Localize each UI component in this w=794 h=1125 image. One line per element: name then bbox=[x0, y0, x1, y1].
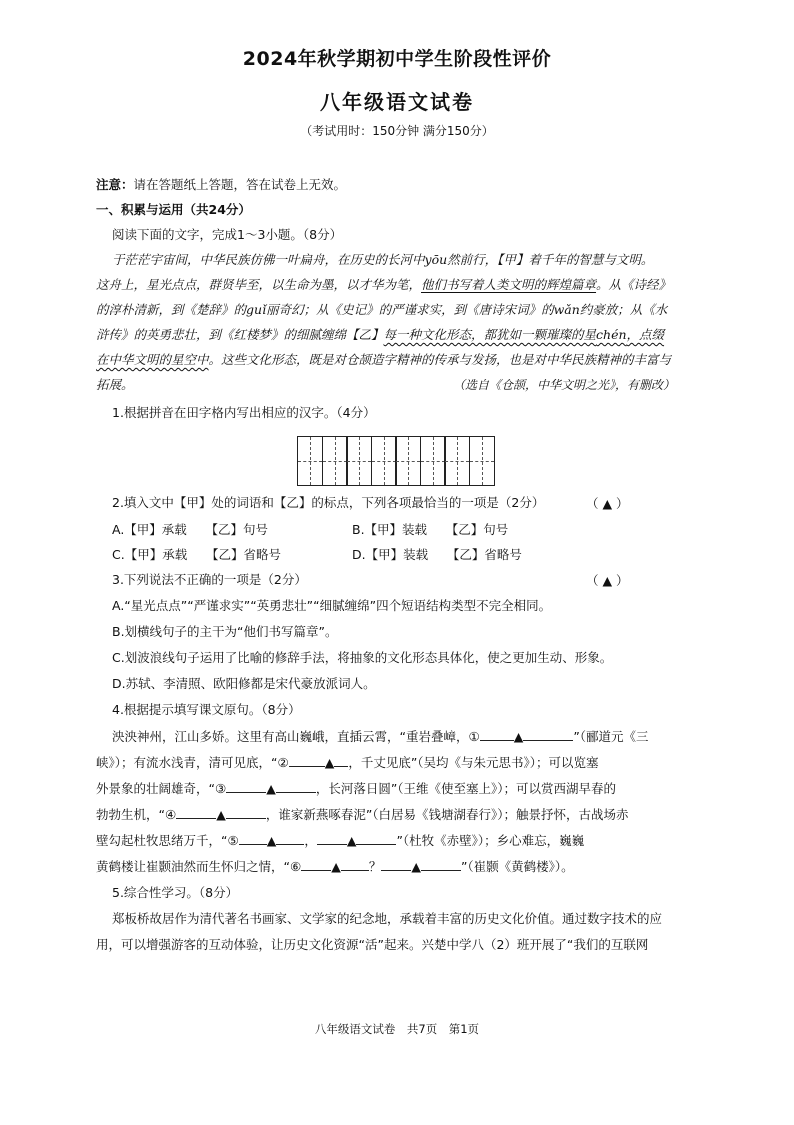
passage-line-4: 浒传》的英勇悲壮，到《红楼梦》的细腻缠绵【乙】每一种文化形态，都犹如一颗璀璨的星chén，点缀 bbox=[96, 327, 665, 342]
question-1: 1.根据拼音在田字格内写出相应的汉字。（4分） bbox=[112, 405, 376, 420]
q5-text-line-2: 用，可以增强游客的互动体验，让历史文化资源“活”起来。兴楚中学八（2）班开展了“我们的互联网 bbox=[96, 937, 649, 952]
question-3: 3.下列说法不正确的一项是（2分） bbox=[112, 572, 307, 587]
grid-cell-1a[interactable] bbox=[297, 436, 323, 486]
notice-label: 注意： bbox=[96, 177, 134, 192]
passage-source: （选自《仓颉，中华文明之光》，有删改） bbox=[453, 378, 676, 392]
wavy-sentence-part1: 每一种文化形态，都犹如一颗璀璨的星 bbox=[383, 327, 597, 342]
reading-intro: 阅读下面的文字，完成1～3小题。（8分） bbox=[112, 227, 343, 242]
notice-text: 请在答题纸上答题，答在试卷上无效。 bbox=[133, 177, 347, 192]
q2-option-a: A.【甲】承载 【乙】句号 bbox=[112, 522, 269, 537]
q3-option-b: B.划横线句子的主干为“他们书写篇章”。 bbox=[112, 624, 338, 639]
question-5: 5.综合性学习。（8分） bbox=[112, 885, 239, 900]
question-4: 4.根据提示填写课文原句。（8分） bbox=[112, 702, 301, 717]
q4-blank-6c[interactable] bbox=[381, 857, 411, 871]
grid-cell-2a[interactable] bbox=[346, 436, 372, 486]
q5-text-line-1: 郑板桥故居作为清代著名书画家、文学家的纪念地，承载着丰富的历史文化价值。通过数字技术的应 bbox=[112, 911, 663, 926]
q2-option-d: D.【甲】装载 【乙】省略号 bbox=[352, 547, 522, 562]
exam-info: （考试用时：150分钟 满分150分） bbox=[300, 124, 494, 138]
q3-option-c: C.划波浪线句子运用了比喻的修辞手法，将抽象的文化形态具体化，使之更加生动、形象。 bbox=[112, 650, 613, 665]
exam-title: 2024年秋学期初中学生阶段性评价 bbox=[242, 48, 552, 70]
q2-option-b: B.【甲】装载 【乙】句号 bbox=[352, 522, 509, 537]
grid-cell-3a[interactable] bbox=[395, 436, 421, 486]
answer-paren-q3[interactable]: （ ▲ ） bbox=[586, 573, 629, 588]
q4-blank-6b[interactable] bbox=[341, 857, 369, 871]
q4-blank-2a[interactable] bbox=[289, 753, 325, 767]
q4-blank-4a[interactable] bbox=[176, 805, 216, 819]
grid-cell-2b[interactable] bbox=[371, 436, 397, 486]
q4-blank-1b[interactable] bbox=[523, 727, 573, 741]
passage-line-3: 的淳朴清新，到《楚辞》的guǐ丽奇幻；从《史记》的严谨求实，到《唐诗宋词》的wǎn约豪放；从《水 bbox=[96, 302, 668, 317]
q4-line-6: 黄鹤楼让崔颢油然而生怀归之情，“⑥ ▲ ？ ▲ ”（崔颢《黄鹤楼》）。 bbox=[96, 859, 574, 874]
tianzige-grid[interactable] bbox=[297, 436, 493, 486]
q4-blank-5b[interactable] bbox=[276, 831, 304, 845]
grid-cell-3b[interactable] bbox=[420, 436, 446, 486]
q4-blank-4b[interactable] bbox=[226, 805, 266, 819]
passage-line-6: 拓展。 bbox=[96, 377, 134, 392]
q4-blank-3a[interactable] bbox=[226, 779, 266, 793]
q4-blank-6a[interactable] bbox=[301, 857, 331, 871]
q2-option-c: C.【甲】承载 【乙】省略号 bbox=[112, 547, 281, 562]
q4-blank-2b[interactable] bbox=[334, 753, 348, 767]
answer-paren-q2[interactable]: （ ▲ ） bbox=[586, 496, 629, 511]
q4-blank-5d[interactable] bbox=[356, 831, 396, 845]
passage-line-2: 这舟上，星光点点，群贤毕至，以生命为墨，以才华为笔，他们书写着人类文明的辉煌篇章。从《诗经》 bbox=[96, 277, 672, 292]
grid-cell-4b[interactable] bbox=[469, 436, 495, 486]
underlined-sentence: 他们书写着人类文明的辉煌篇章 bbox=[421, 277, 597, 292]
exam-subtitle: 八年级语文试卷 bbox=[320, 90, 474, 114]
grid-cell-1b[interactable] bbox=[322, 436, 348, 486]
q4-line-2: 峡》）；有流水浅青，清可见底，“② ▲ ，千丈见底”（吴均《与朱元思书》）；可以览塞 bbox=[96, 755, 599, 770]
section-heading: 一、积累与运用（共24分） bbox=[96, 202, 251, 217]
passage-line-1: 于茫茫宇宙间，中华民族仿佛一叶扁舟，在历史的长河中yōu然前行，【甲】着千年的智慧与文明。 bbox=[112, 252, 654, 267]
q4-line-4: 勃勃生机，“④ ▲ ，谁家新燕啄春泥”（白居易《钱塘湖春行》）；触景抒怀，古战场赤 bbox=[96, 807, 629, 822]
q3-option-d: D.苏轼、李清照、欧阳修都是宋代豪放派词人。 bbox=[112, 676, 376, 691]
q4-blank-1a[interactable] bbox=[480, 727, 514, 741]
q4-blank-5a[interactable] bbox=[239, 831, 267, 845]
passage-line-5: 在中华文明的星空中。这些文化形态，既是对仓颉造字精神的传承与发扬，也是对中华民族精神的丰富与 bbox=[96, 352, 672, 367]
q4-blank-3b[interactable] bbox=[276, 779, 316, 793]
q4-line-5: 壁勾起杜牧思绪万千，“⑤ ▲ ， ▲ ”（杜牧《赤壁》）；乡心难忘，巍巍 bbox=[96, 833, 585, 848]
q3-option-a: A.“星光点点”“严谨求实”“英勇悲壮”“细腻缠绵”四个短语结构类型不完全相同。 bbox=[112, 598, 552, 613]
wavy-sentence-part2: 在中华文明的星空中 bbox=[96, 352, 209, 367]
q4-blank-6d[interactable] bbox=[421, 857, 461, 871]
notice bbox=[96, 176, 346, 194]
q4-blank-5c[interactable] bbox=[317, 831, 347, 845]
page-footer: 八年级语文试卷 共7页 第1页 bbox=[314, 1022, 480, 1036]
grid-cell-4a[interactable] bbox=[444, 436, 470, 486]
q4-line-3: 外景象的壮阔雄奇，“③ ▲ ，长河落日圆”（王维《使至塞上》）；可以赏西湖早春的 bbox=[96, 781, 617, 796]
question-2: 2.填入文中【甲】处的词语和【乙】的标点，下列各项最恰当的一项是（2分） bbox=[112, 495, 545, 510]
q4-line-1: 泱泱神州，江山多娇。这里有高山巍峨，直插云霄，“重岩叠嶂，① ▲ ”（郦道元《三 bbox=[112, 729, 649, 744]
